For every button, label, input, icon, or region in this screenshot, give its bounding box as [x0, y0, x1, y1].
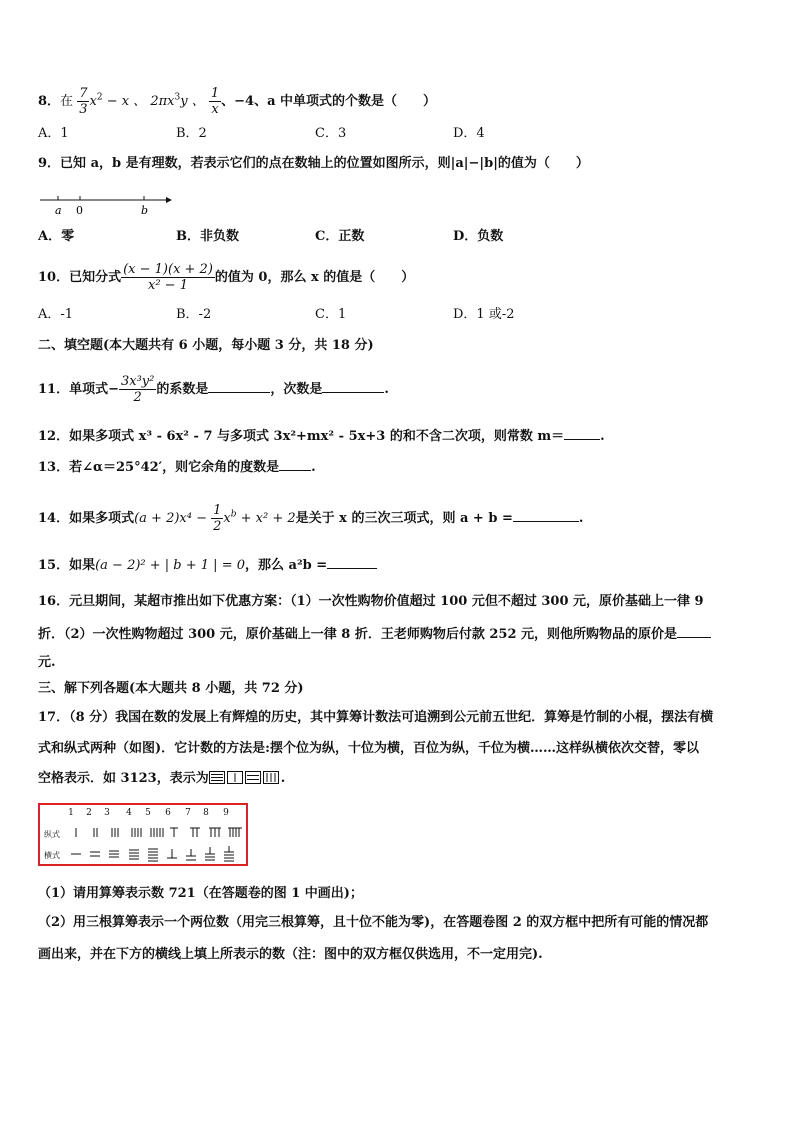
q17-sub2-line2: 画出来，并在下方的横线上填上所表示的数（注：图中的双方框仅供选用，不一定用完).	[38, 947, 543, 962]
q16-line2	[38, 624, 711, 644]
q10-frac-den: x² − 1	[148, 278, 188, 293]
q16-line3: 元.	[38, 655, 56, 670]
q14-expr-x: x	[223, 511, 231, 526]
q11-blank-degree[interactable]	[322, 379, 384, 393]
q16-line2-text: 折．（2）一次性购物超过 300 元，原价基础上一律 8 折．王老师购物后付款 252 元，则他所购物品的原价是	[38, 627, 678, 642]
q8-option-a: A．1	[38, 126, 69, 141]
q10-number: 10．已知分式	[38, 270, 122, 285]
axis-label-a: a	[55, 204, 62, 217]
section-2-heading: 二、填空题(本大题共有 6 小题，每小题 3 分，共 18 分)	[38, 338, 374, 353]
q13-text: 13．若∠α＝25°42′，则它余角的度数是	[38, 460, 280, 475]
axis-label-b: b	[141, 204, 149, 217]
q17-line1: 17．（8 分）我国在数的发展上有辉煌的历史，其中算筹计数法可追溯到公元前五世纪．算筹是竹制的小棍，摆法有横	[38, 710, 714, 725]
q17-sub1: （1）请用算筹表示数 721（在答题卷的图 1 中画出)；	[38, 886, 363, 901]
q9-option-d: D．负数	[453, 229, 504, 244]
q11-tail3: .	[384, 382, 389, 397]
digit-header: 4	[126, 808, 132, 818]
q14-frac-den: 2	[213, 519, 222, 534]
q8-term1-rest: − x 、	[102, 94, 147, 109]
q10-frac-num: (x − 1)(x + 2)	[123, 262, 213, 277]
q17-sub2-line1: （2）用三根算筹表示一个两位数（用完三根算筹，且十位不能为零)，在答题卷图 2 的双方框中把所有可能的情况都	[38, 915, 709, 930]
q14-expr-part1: (a + 2)x⁴ −	[134, 511, 212, 526]
q11-number: 11．单项式−	[38, 382, 119, 397]
q9-option-b: B．非负数	[176, 229, 239, 244]
q17-line3	[38, 770, 285, 788]
number-line-arrow	[166, 197, 172, 203]
digit-header: 8	[203, 808, 209, 818]
digit-header: 7	[185, 808, 191, 818]
q8-frac2-den: x	[211, 102, 219, 117]
horizontal-forms	[71, 846, 234, 861]
q8-term2-rest: y 、	[180, 94, 205, 109]
q10-option-b: B．-2	[176, 307, 212, 322]
q8-pre: 在	[60, 94, 74, 109]
q14-tail: 是关于 x 的三次三项式，则 a + b =	[295, 511, 513, 526]
q14-expr-exp: b	[230, 509, 237, 520]
q9-option-a: A．零	[38, 229, 75, 244]
q12-blank[interactable]	[564, 426, 600, 440]
q15-blank[interactable]	[327, 555, 377, 569]
q8-term1: x	[89, 94, 97, 109]
section-3-heading: 三、解下列各题(本大题共 8 小题，共 72 分)	[38, 681, 304, 696]
q12-text: 12．如果多项式 x³ - 6x² - 7 与多项式 3x²+mx² - 5x+3 的和不含二次项，则常数 m＝	[38, 429, 565, 444]
q11-frac-num: 3x³y²	[120, 374, 155, 389]
q8-frac1-den: 3	[79, 102, 88, 117]
q8-frac2-num: 1	[210, 86, 220, 101]
q17-line3-end: .	[280, 771, 286, 786]
q17-line2: 式和纵式两种（如图)．它计数的方法是:摆个位为纵，十位为横，百位为纵，千位为横……这样纵横依次交替，零以	[38, 741, 699, 756]
q8-term1-exp: 2	[96, 92, 103, 103]
q11-fraction	[119, 374, 156, 405]
axis-label-0: 0	[76, 204, 83, 217]
q8-number: 8．	[38, 94, 61, 109]
q13-line: 13．若∠α＝25°42′，则它余角的度数是 .	[38, 457, 316, 477]
q8-tail: 、−4、a 中单项式的个数是（ ）	[221, 94, 437, 109]
q8-option-b: B．2	[176, 126, 207, 141]
digit-header: 1	[68, 808, 74, 818]
q8-option-d: D．4	[453, 126, 485, 141]
q8-term2-exp: 3	[174, 92, 181, 103]
q12-line: 12．如果多项式 x³ - 6x² - 7 与多项式 3x²+mx² - 5x+3 的和不含二次项，则常数 m＝ .	[38, 426, 605, 446]
q15-tail: ，那么 a²b =	[245, 558, 328, 573]
q17-line3-text: 空格表示．如 3123，表示为	[38, 771, 209, 786]
q10-line	[38, 262, 414, 293]
q11-blank-coefficient[interactable]	[208, 379, 270, 393]
q8-frac1-num: 7	[79, 86, 88, 101]
q11-tail1: 的系数是	[156, 382, 209, 397]
q8-term2: 2πx	[150, 94, 175, 109]
q14-line	[38, 503, 583, 534]
q11-line	[38, 374, 389, 405]
q14-fraction	[211, 503, 223, 534]
q14-blank[interactable]	[513, 508, 579, 522]
q9-option-c: C．正数	[315, 229, 365, 244]
q8-fraction-2	[209, 86, 221, 117]
q15-pre: 15．如果	[38, 558, 96, 573]
digit-header: 6	[165, 808, 171, 818]
q11-tail2: ，次数是	[270, 382, 323, 397]
q11-frac-den: 2	[133, 390, 142, 405]
q8-fraction-1	[77, 86, 89, 117]
q8-option-c: C．3	[315, 126, 347, 141]
counting-rods-3123-icon	[209, 771, 281, 784]
q9-text: 9．已知 a，b 是有理数，若表示它们的点在数轴上的位置如图所示，则|a|−|b|的值为（ ）	[38, 156, 589, 171]
digit-header: 2	[86, 808, 92, 818]
digit-header: 3	[104, 808, 110, 818]
q10-tail: 的值为 0，那么 x 的值是（ ）	[214, 270, 415, 285]
q15-expr: (a − 2)² + | b + 1 | = 0	[95, 558, 245, 573]
q10-option-a: A．-1	[38, 307, 74, 322]
q14-frac-num: 1	[213, 503, 222, 518]
q10-option-d: D．1 或-2	[453, 307, 515, 322]
q16-line1: 16．元旦期间，某超市推出如下优惠方案：（1）一次性购物价值超过 100 元但不超过 300 元，原价基础上一律 9	[38, 594, 704, 609]
q14-end: .	[578, 511, 584, 526]
q16-blank[interactable]	[677, 624, 711, 638]
digit-header: 9	[223, 808, 229, 818]
vertical-forms	[76, 828, 242, 837]
rod-glyphs	[66, 825, 246, 865]
number-line-diagram	[38, 192, 173, 218]
q10-fraction	[121, 262, 215, 293]
q14-pre: 14．如果多项式	[38, 511, 135, 526]
counting-rods-table	[38, 803, 248, 866]
q15-line	[38, 555, 377, 575]
row-label-horizontal: 横式	[44, 851, 60, 860]
q8-line	[38, 86, 436, 117]
digit-header: 5	[145, 808, 151, 818]
q10-option-c: C．1	[315, 307, 347, 322]
row-label-vertical: 纵式	[44, 830, 60, 839]
q13-blank[interactable]	[279, 457, 311, 471]
q14-expr-part2: + x² + 2	[236, 511, 296, 526]
